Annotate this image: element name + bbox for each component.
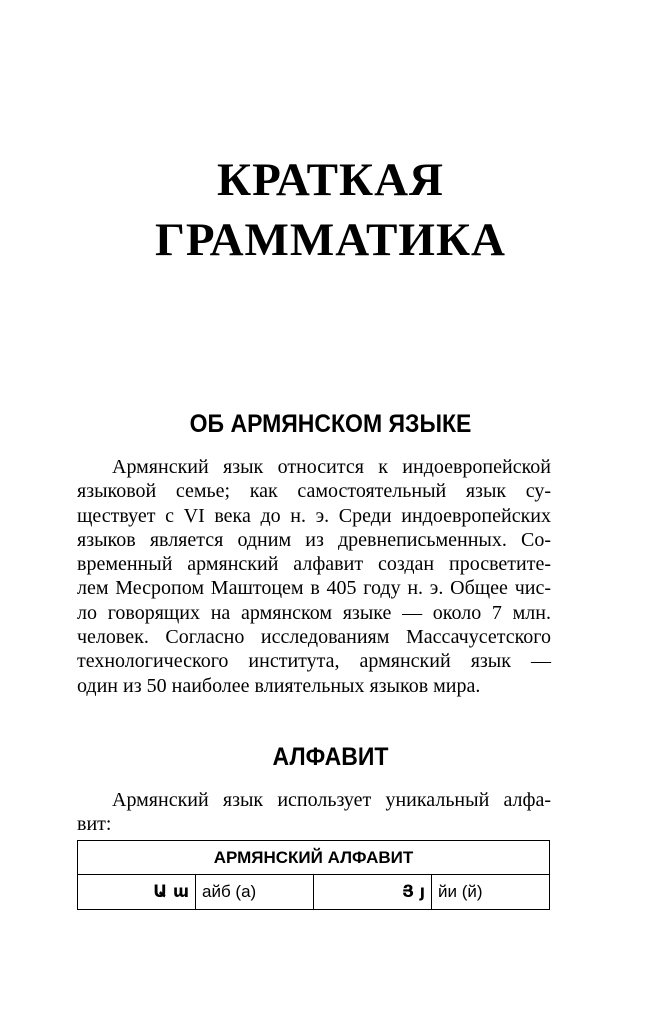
title-line-1: КРАТКАЯ	[217, 154, 444, 206]
table-row	[78, 875, 550, 910]
paragraph-line: Армянский язык использует уникальный алфа-	[112, 789, 551, 811]
paragraph-line: человек. Согласно исследованиям Массачусетского	[77, 626, 551, 649]
paragraph-line: лем Месропом Маштоцем в 405 году н. э. Общее чис-	[77, 577, 551, 600]
paragraph-line: ществует с VI века до н. э. Среди индоевропейских	[77, 504, 551, 527]
section-heading-alphabet: АЛФАВИТ	[272, 743, 389, 771]
title-line-2: ГРАММАТИКА	[154, 214, 506, 266]
about-paragraph	[77, 455, 551, 698]
table-header-row	[78, 841, 550, 875]
alphabet-table	[77, 840, 550, 910]
letter-name-cell: айб (а)	[196, 875, 314, 910]
letter-name-cell: йи (й)	[432, 875, 550, 910]
paragraph-line: языковой семье; как самостоятельный язык су-	[77, 480, 551, 503]
paragraph-line: Армянский язык относится к индоевропейской	[112, 456, 551, 478]
paragraph-line: один из 50 наиболее влиятельных языков мира.	[77, 674, 481, 697]
paragraph-line: временный армянский алфавит создан просветите-	[77, 553, 551, 576]
paragraph-line: языков является одним из древнеписьменных. Со-	[77, 528, 551, 551]
letter-cell: Ա ա	[78, 875, 196, 910]
section-heading-about: ОБ АРМЯНСКОМ ЯЗЫКЕ	[189, 410, 472, 438]
paragraph-line: технологического института, армянский язык —	[77, 650, 551, 673]
paragraph-line: ло говорящих на армянском языке — около 7 млн.	[77, 601, 551, 624]
alphabet-paragraph	[77, 788, 551, 837]
table-header: АРМЯНСКИЙ АЛФАВИТ	[78, 841, 550, 875]
paragraph-line: вит:	[77, 813, 112, 836]
letter-cell: Յ յ	[314, 875, 432, 910]
page-title	[0, 150, 661, 270]
